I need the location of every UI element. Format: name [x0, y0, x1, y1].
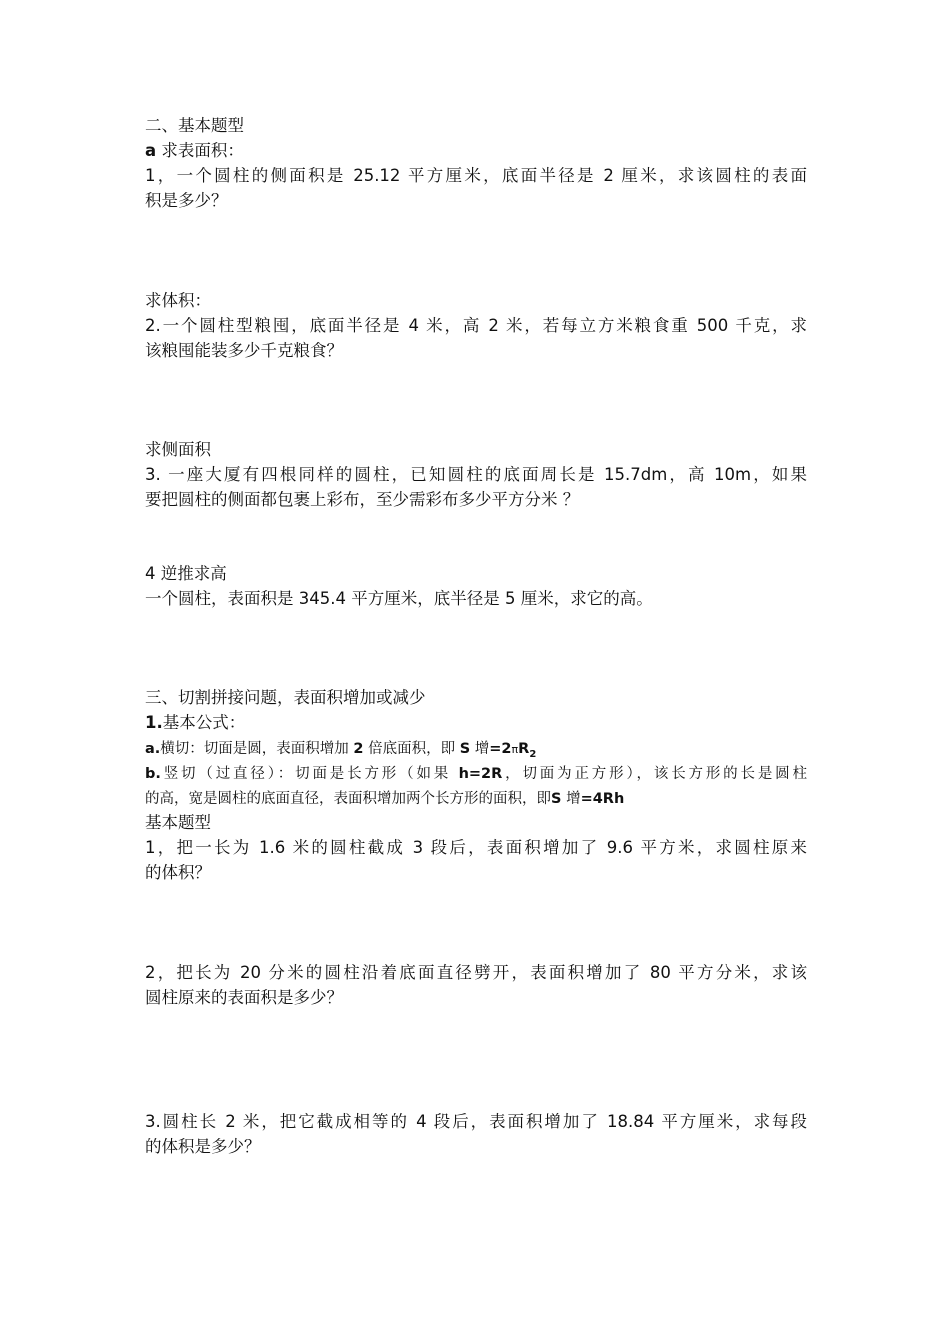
basic-formula-num: 1.: [145, 713, 163, 732]
section3-heading: 三、切割拼接问题，表面积增加或减少: [145, 688, 426, 707]
formula-a-text2: 倍底面积，即: [368, 741, 456, 757]
formula-a-s: S: [459, 741, 471, 757]
formula-a-pi: π: [511, 743, 519, 756]
question-1-line2: 积是多少？: [145, 191, 228, 210]
formula-a-prefix: a.: [145, 741, 161, 757]
basic-types-title: 基本题型: [145, 813, 211, 832]
formula-a-bold-num: 2: [353, 741, 364, 757]
problem-2-line1: 2，把长为 20 分米的圆柱沿着底面直径劈开，表面积增加了 80 平方分米，求该: [145, 963, 807, 982]
problem-1-line2: 的体积？: [145, 863, 211, 882]
formula-a-zeng: 增: [474, 741, 490, 757]
formula-b-line2: [145, 787, 807, 811]
formula-a-sub: 2: [529, 748, 537, 760]
volume-title: 求体积：: [145, 291, 211, 310]
formula-b-text2: ，切面为正方形），该长方形的长是圆柱: [502, 766, 808, 782]
formula-b-text1: 竖切（过直径）：切面是长方形（如果: [160, 766, 452, 782]
question-3-line2: 要把圆柱的侧面都包裹上彩布，至少需彩布多少平方分米 ？: [145, 490, 580, 509]
formula-b-line2-text: 的高，宽是圆柱的底面直径，表面积增加两个长方形的面积，即: [145, 791, 551, 807]
formula-a-r: R: [518, 741, 530, 757]
formula-b-prefix: b.: [145, 766, 161, 782]
basic-formula-text: 基本公式：: [162, 713, 246, 732]
formula-a-text1: 横切：切面是圆，表面积增加: [160, 741, 349, 757]
problem-2-line2: 圆柱原来的表面积是多少？: [145, 988, 343, 1007]
formula-b-eq: =4Rh: [580, 791, 625, 807]
subsection-a-label: a: [145, 141, 157, 160]
problem-3-line1: 3.圆柱长 2 米，把它截成相等的 4 段后，表面积增加了 18.84 平方厘米，求每段: [145, 1112, 807, 1131]
question-4-line1: 一个圆柱，表面积是 345.4 平方厘米，底半径是 5 厘米，求它的高。: [145, 589, 653, 608]
height-title: 4 逆推求高: [145, 564, 227, 583]
subsection-a-title: [145, 139, 807, 163]
section2-heading: 二、基本题型: [145, 116, 244, 135]
subsection-a-text: 求表面积：: [161, 141, 244, 160]
formula-b-line1: [145, 762, 807, 786]
question-2-line1: 2.一个圆柱型粮囤，底面半径是 4 米，高 2 米，若每立方米粮食重 500 千克，求: [145, 316, 807, 335]
lateral-area-title: 求侧面积: [145, 440, 211, 459]
problem-1-line1: 1，把一长为 1.6 米的圆柱截成 3 段后，表面积增加了 9.6 平方米，求圆柱原来: [145, 838, 807, 857]
question-2-line2: 该粮囤能装多少千克粮食？: [145, 341, 343, 360]
formula-b-h2r: h=2R: [458, 766, 503, 782]
problem-3-line2: 的体积是多少？: [145, 1137, 261, 1156]
formula-b-s: S: [551, 791, 562, 807]
formula-a-eq: =2: [489, 741, 512, 757]
question-3-line1: 3. 一座大厦有四根同样的圆柱，已知圆柱的底面周长是 15.7dm，高 10m，如果: [145, 465, 807, 484]
basic-formula-title: [145, 711, 807, 735]
formula-b-zeng: 增: [566, 791, 581, 807]
question-1-line1: 1，一个圆柱的侧面积是 25.12 平方厘米，底面半径是 2 厘米，求该圆柱的表面: [145, 166, 807, 185]
